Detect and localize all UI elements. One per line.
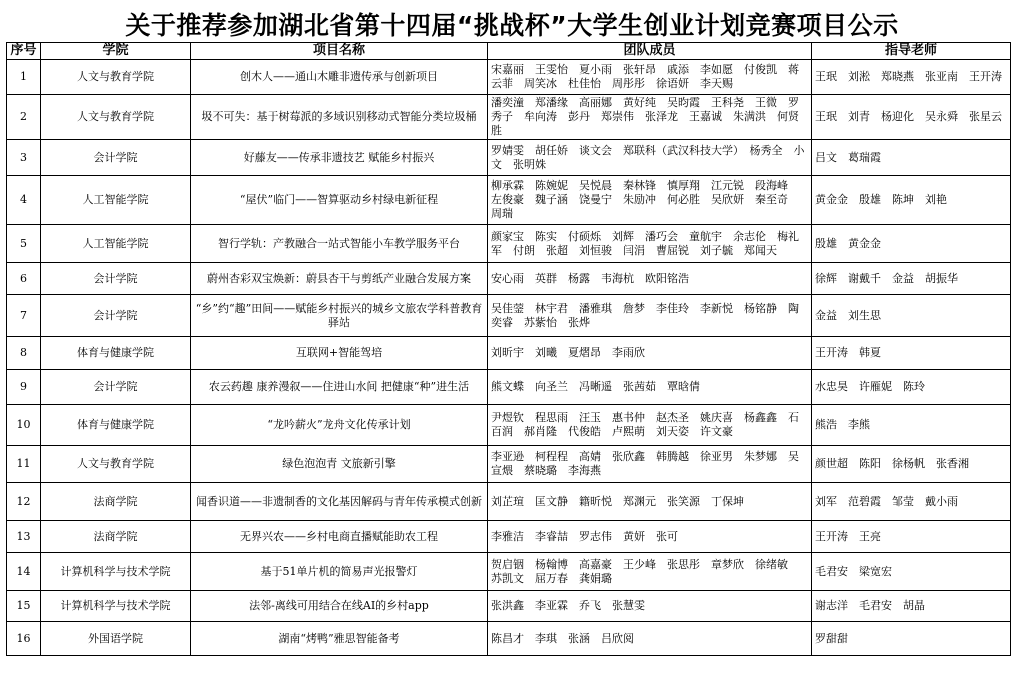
- team-members-cell: 罗婧雯 胡任娇 谈文会 郑联科（武汉科技大学） 杨秀全 小文 张明姝: [488, 140, 812, 176]
- college-cell: 计算机科学与技术学院: [41, 591, 191, 622]
- header-team: 团队成员: [488, 43, 812, 60]
- table-row: [7, 553, 1011, 591]
- team-members-cell: 颜家宝 陈实 付硕烁 刘辉 潘巧会 童航宇 余志伦 梅礼军 付朗 张超 刘恒骏 闫涓 曹屈锐 刘子毓 郑闻天: [488, 225, 812, 263]
- project-name-cell: “屋伏”临门——智算驱动乡村绿电新征程: [191, 176, 488, 225]
- team-members-cell: 熊文蝶 向圣兰 冯晰遥 张茜茹 覃晗倩: [488, 370, 812, 405]
- team-members-cell: 李亚逊 柯程程 高婧 张欣鑫 韩腾越 徐亚男 朱梦娜 吴宣煨 蔡晓璐 李海燕: [488, 446, 812, 483]
- table-row: [7, 483, 1011, 521]
- college-cell: 人文与教育学院: [41, 446, 191, 483]
- college-cell: 计算机科学与技术学院: [41, 553, 191, 591]
- table-body: [7, 60, 1011, 656]
- team-members-cell: 贺启铟 杨翰博 高嘉豪 王少峰 张思彤 章梦欣 徐绪敏 苏凯文 屈万春 龚娟璐: [488, 553, 812, 591]
- team-members-cell: 李雅洁 李睿喆 罗志伟 黄妍 张可: [488, 521, 812, 553]
- row-number: 5: [7, 225, 41, 263]
- college-cell: 人工智能学院: [41, 176, 191, 225]
- college-cell: 体育与健康学院: [41, 405, 191, 446]
- row-number: 11: [7, 446, 41, 483]
- table-row: [7, 446, 1011, 483]
- team-members-cell: 刘昕宇 刘曦 夏熠昂 李雨欣: [488, 337, 812, 370]
- table-row: [7, 370, 1011, 405]
- advisors-cell: 殷雄 黄金金: [812, 225, 1011, 263]
- advisors-cell: 徐辉 谢戴千 金益 胡振华: [812, 263, 1011, 295]
- table-row: [7, 176, 1011, 225]
- project-name-cell: 智行学轨：产教融合一站式智能小车教学服务平台: [191, 225, 488, 263]
- advisors-cell: 熊浩 李熊: [812, 405, 1011, 446]
- table-row: [7, 60, 1011, 95]
- team-members-cell: 张洪鑫 李亚霖 乔飞 张慧雯: [488, 591, 812, 622]
- project-name-cell: 无界兴农——乡村电商直播赋能助农工程: [191, 521, 488, 553]
- team-members-cell: 尹煜钦 程思雨 汪玉 惠书仲 赵杰圣 姚庆喜 杨鑫鑫 石百润 郝肖隆 代俊皓 卢熙萌 刘天姿 许文豪: [488, 405, 812, 446]
- page-title: 关于推荐参加湖北省第十四届“挑战杯”大学生创业计划竞赛项目公示: [125, 11, 899, 40]
- college-cell: 会计学院: [41, 263, 191, 295]
- header-college: 学院: [41, 43, 191, 60]
- advisors-cell: 毛君安 梁宽宏: [812, 553, 1011, 591]
- team-members-cell: 吴佳蓥 林宇君 潘雅琪 詹梦 李佳玲 李新悦 杨铭静 陶奕睿 苏紫怡 张烨: [488, 295, 812, 337]
- college-cell: 体育与健康学院: [41, 337, 191, 370]
- row-number: 6: [7, 263, 41, 295]
- advisors-cell: 王开涛 韩夏: [812, 337, 1011, 370]
- project-name-cell: “龙吟薪火”龙舟文化传承计划: [191, 405, 488, 446]
- team-members-cell: 宋嘉丽 王雯怡 夏小雨 张轩昂 戚添 李如愿 付俊凯 蒋云菲 周笑冰 杜佳怡 周彤彤 徐语妍 李天赐: [488, 60, 812, 95]
- project-name-cell: “乡”约“趣”田间——赋能乡村振兴的城乡文旅农学科普教育驿站: [191, 295, 488, 337]
- team-members-cell: 安心雨 英群 杨露 韦海杭 欧阳铭浩: [488, 263, 812, 295]
- row-number: 9: [7, 370, 41, 405]
- college-cell: 人文与教育学院: [41, 95, 191, 140]
- row-number: 8: [7, 337, 41, 370]
- advisors-cell: 罗甜甜: [812, 622, 1011, 656]
- table-row: [7, 95, 1011, 140]
- college-cell: 人工智能学院: [41, 225, 191, 263]
- header-no: 序号: [7, 43, 41, 60]
- team-members-cell: 刘芷瑄 匡文静 籍昕悦 郑渊元 张笑源 丁保坤: [488, 483, 812, 521]
- project-name-cell: 蔚州杏彩双宝焕新：蔚县杏干与剪纸产业融合发展方案: [191, 263, 488, 295]
- project-name-cell: 创木人——通山木雕非遗传承与创新项目: [191, 60, 488, 95]
- project-name-cell: 圾不可失：基于树莓派的多域识别移动式智能分类垃圾桶: [191, 95, 488, 140]
- table-row: [7, 263, 1011, 295]
- college-cell: 会计学院: [41, 140, 191, 176]
- header-project: 项目名称: [191, 43, 488, 60]
- college-cell: 法商学院: [41, 483, 191, 521]
- advisors-cell: 王珉 刘青 杨迎化 吴永舜 张星云: [812, 95, 1011, 140]
- project-name-cell: 法邻-离线可用结合在线AI的乡村app: [191, 591, 488, 622]
- table-row: [7, 295, 1011, 337]
- table-row: [7, 405, 1011, 446]
- advisors-cell: 吕文 葛瑞霞: [812, 140, 1011, 176]
- row-number: 14: [7, 553, 41, 591]
- row-number: 3: [7, 140, 41, 176]
- table-row: [7, 622, 1011, 656]
- row-number: 2: [7, 95, 41, 140]
- advisors-cell: 王珉 刘淞 郑晓燕 张亚南 王开涛: [812, 60, 1011, 95]
- project-name-cell: 闻香识道——非遗制香的文化基因解码与青年传承模式创新: [191, 483, 488, 521]
- row-number: 10: [7, 405, 41, 446]
- team-members-cell: 陈昌才 李琪 张涵 吕欣阅: [488, 622, 812, 656]
- advisors-cell: 水忠昊 许雁妮 陈玲: [812, 370, 1011, 405]
- row-number: 1: [7, 60, 41, 95]
- advisors-cell: 王开涛 王亮: [812, 521, 1011, 553]
- table-row: [7, 337, 1011, 370]
- row-number: 13: [7, 521, 41, 553]
- project-name-cell: 绿色泡泡青 文旅新引擎: [191, 446, 488, 483]
- project-name-cell: 湖南“烤鸭”雅思智能备考: [191, 622, 488, 656]
- college-cell: 人文与教育学院: [41, 60, 191, 95]
- row-number: 15: [7, 591, 41, 622]
- college-cell: 会计学院: [41, 370, 191, 405]
- advisors-cell: 谢志洋 毛君安 胡晶: [812, 591, 1011, 622]
- project-name-cell: 好藤友——传承非遗技艺 赋能乡村振兴: [191, 140, 488, 176]
- project-name-cell: 基于51单片机的简易声光报警灯: [191, 553, 488, 591]
- row-number: 7: [7, 295, 41, 337]
- project-name-cell: 农云药趣 康养漫叙——住进山水间 把健康“种”进生活: [191, 370, 488, 405]
- header-row: [7, 43, 1011, 60]
- project-table: [6, 42, 1011, 656]
- table-row: [7, 521, 1011, 553]
- table-row: [7, 591, 1011, 622]
- team-members-cell: 潘奕潼 郑潘缘 高丽娜 黄好纯 吴昀霞 王科尧 王微 罗秀子 牟向涛 彭丹 郑崇伟 张泽龙 王嘉诚 朱满洪 何贤胜: [488, 95, 812, 140]
- college-cell: 会计学院: [41, 295, 191, 337]
- row-number: 16: [7, 622, 41, 656]
- team-members-cell: 柳承霖 陈婉妮 吴悦晨 秦林锋 慎厚翔 江元锐 段海峰 左俊豪 魏子涵 饶曼宁 朱励冲 何必胜 吴欣妍 秦至奇 周瑞: [488, 176, 812, 225]
- advisors-cell: 金益 刘生思: [812, 295, 1011, 337]
- project-name-cell: 互联网+智能驾培: [191, 337, 488, 370]
- advisors-cell: 黄金金 殷雄 陈坤 刘艳: [812, 176, 1011, 225]
- college-cell: 法商学院: [41, 521, 191, 553]
- advisors-cell: 刘军 范碧霞 邹莹 戴小雨: [812, 483, 1011, 521]
- college-cell: 外国语学院: [41, 622, 191, 656]
- advisors-cell: 颜世超 陈阳 徐杨帆 张香湘: [812, 446, 1011, 483]
- table-row: [7, 225, 1011, 263]
- row-number: 12: [7, 483, 41, 521]
- row-number: 4: [7, 176, 41, 225]
- table-row: [7, 140, 1011, 176]
- header-advisors: 指导老师: [812, 43, 1011, 60]
